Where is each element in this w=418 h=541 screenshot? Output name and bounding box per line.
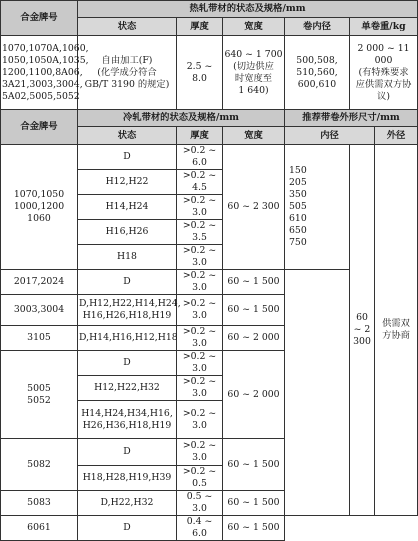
cold-thickness: >0.2 ~ 3.0 xyxy=(177,401,223,439)
cold-inner-dia-list: 150 205 350 505 610 650 750 xyxy=(285,145,350,270)
cold-inner-dia-range: 60 ~ 2 300 xyxy=(350,145,375,516)
cold-width: 60 ~ 1 500 xyxy=(223,439,285,491)
hot-alloy-header: 合金牌号 xyxy=(1,1,78,36)
cold-state: H14,H24 xyxy=(78,195,177,220)
cold-width: 60 ~ 1 500 xyxy=(223,270,285,295)
cold-width: 60 ~ 1 500 xyxy=(223,295,285,326)
cold-col-inner-dia: 内径 xyxy=(285,127,375,145)
cold-col-state: 状态 xyxy=(78,127,177,145)
cold-thickness: >0.2 ~ 4.5 xyxy=(177,170,223,195)
cold-table-title: 冷轧带材的状态及规格/mm xyxy=(78,110,285,127)
cold-alloy: 3003,3004 xyxy=(1,295,78,326)
cold-alloy: 5082 xyxy=(1,439,78,491)
cold-thickness: 0.4 ~ 6.0 xyxy=(177,516,223,541)
cold-width: 60 ~ 2 000 xyxy=(223,326,285,351)
cold-state: D,H22,H32 xyxy=(78,491,177,516)
cold-thickness: >0.2 ~ 0.5 xyxy=(177,466,223,491)
hot-coil-weight: 2 000 ~ 11 000 (有特殊要求 应供需双方协 议) xyxy=(350,36,418,110)
hot-state: 自由加工(F) (化学成分符合 GB/T 3190 的规定) xyxy=(78,36,177,110)
cold-width: 60 ~ 1 500 xyxy=(223,491,285,516)
cold-width: 60 ~ 1 500 xyxy=(223,516,285,541)
cold-state: D xyxy=(78,516,177,541)
cold-thickness: >0.2 ~ 3.0 xyxy=(177,376,223,401)
cold-state: H18 xyxy=(78,245,177,270)
cold-alloy-header: 合金牌号 xyxy=(1,110,78,145)
hot-thickness: 2.5 ~ 8.0 xyxy=(177,36,223,110)
hot-col-inner-dia: 卷内径 xyxy=(285,18,350,36)
cold-thickness: >0.2 ~ 3.0 xyxy=(177,195,223,220)
cold-col-outer-dia: 外径 xyxy=(375,127,418,145)
cold-thickness: >0.2 ~ 3.0 xyxy=(177,295,223,326)
hot-col-state: 状态 xyxy=(78,18,177,36)
cold-col-width: 宽度 xyxy=(223,127,285,145)
hot-width: 640 ~ 1 700 (切边供应 时宽度至 1 640) xyxy=(223,36,285,110)
cold-alloy: 6061 xyxy=(1,516,78,541)
cold-state: D xyxy=(78,270,177,295)
hot-col-thickness: 厚度 xyxy=(177,18,223,36)
cold-thickness: >0.2 ~ 3.0 xyxy=(177,439,223,466)
hot-alloys: 1070,1070A,1060, 1050,1050A,1035, 1200,1100,8A06, 3A21,3003,3004, 5A02,5005,5052 xyxy=(1,36,78,110)
cold-state: D xyxy=(78,439,177,466)
cold-thickness: >0.2 ~ 3.0 xyxy=(177,245,223,270)
cold-col-thickness: 厚度 xyxy=(177,127,223,145)
cold-thickness: >0.2 ~ 3.0 xyxy=(177,326,223,351)
cold-width: 60 ~ 2 300 xyxy=(223,145,285,270)
cold-coil-title: 推荐带卷外形尺寸/mm xyxy=(285,110,418,127)
cold-thickness: >0.2 ~ 3.0 xyxy=(177,351,223,376)
cold-inner-dia-blank xyxy=(285,270,350,516)
hot-col-coil-weight: 单卷重/kg xyxy=(350,18,418,36)
cold-alloy: 2017,2024 xyxy=(1,270,78,295)
cold-alloy: 1070,1050 1000,1200 1060 xyxy=(1,145,78,270)
cold-state: H12,H22,H32 xyxy=(78,376,177,401)
cold-state: H14,H24,H34,H16, H26,H36,H18,H19 xyxy=(78,401,177,439)
cold-state: H16,H26 xyxy=(78,220,177,245)
cold-thickness: 0.5 ~ 3.0 xyxy=(177,491,223,516)
cold-state: D,H12,H22,H14,H24, H16,H26,H18,H19 xyxy=(78,295,177,326)
cold-thickness: >0.2 ~ 3.5 xyxy=(177,220,223,245)
cold-state: D xyxy=(78,145,177,170)
cold-outer-dia: 供需双 方协商 xyxy=(375,145,418,516)
hot-col-width: 宽度 xyxy=(223,18,285,36)
cold-thickness: >0.2 ~ 6.0 xyxy=(177,145,223,170)
cold-alloy: 5083 xyxy=(1,491,78,516)
cold-alloy: 3105 xyxy=(1,326,78,351)
cold-thickness: >0.2 ~ 3.0 xyxy=(177,270,223,295)
cold-state: H12,H22 xyxy=(78,170,177,195)
cold-state: D xyxy=(78,351,177,376)
cold-alloy: 5005 5052 xyxy=(1,351,78,439)
cold-state: H18,H28,H19,H39 xyxy=(78,466,177,491)
cold-state: D,H14,H16,H12,H18 xyxy=(78,326,177,351)
cold-width: 60 ~ 2 000 xyxy=(223,351,285,439)
hot-inner-dia: 500,508, 510,560, 600,610 xyxy=(285,36,350,110)
hot-table-title: 热轧带材的状态及规格/mm xyxy=(78,1,418,18)
